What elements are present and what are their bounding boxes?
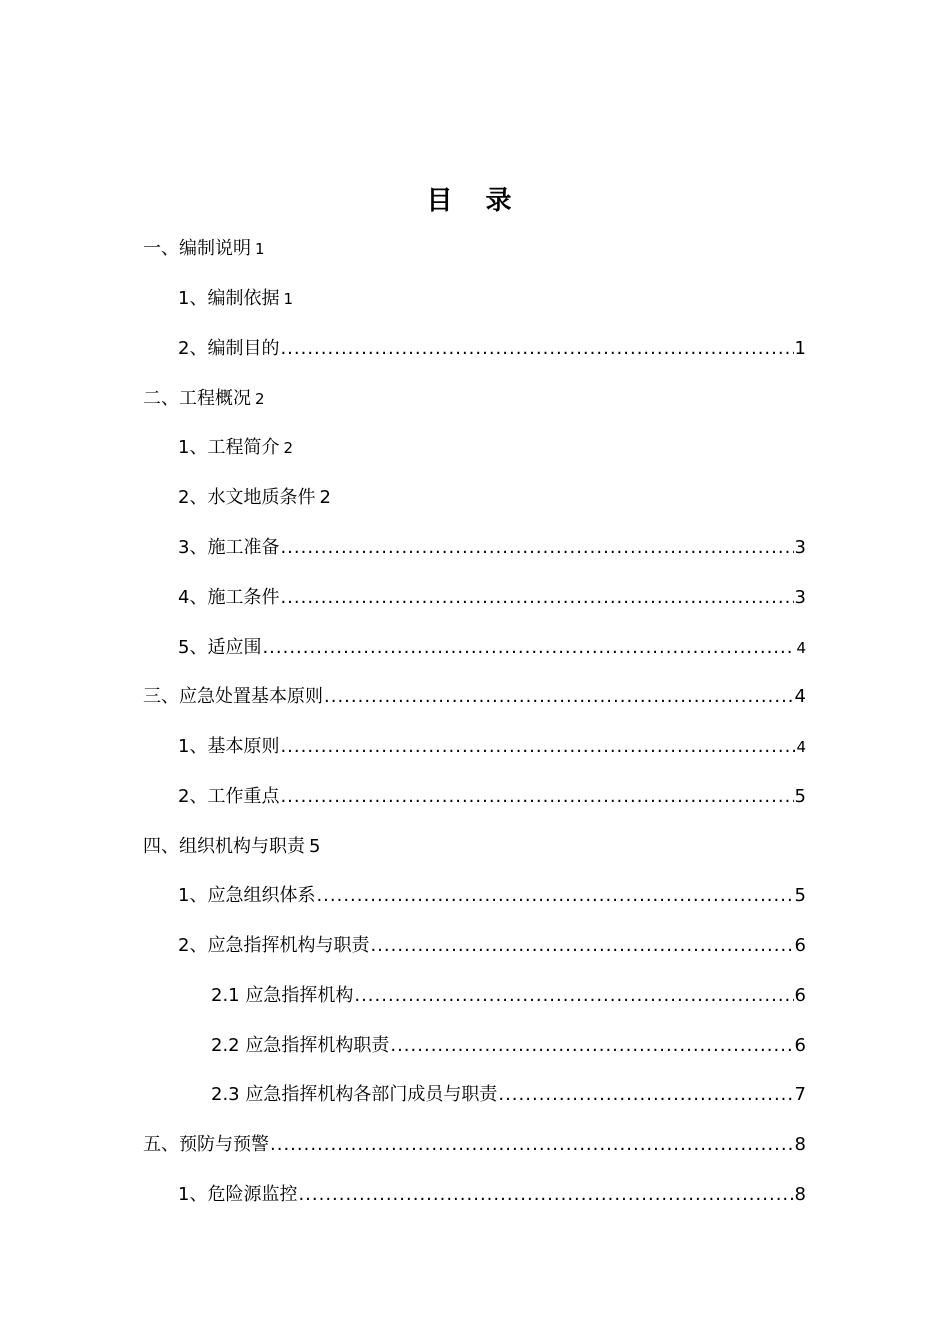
toc-entry-label: 2、编制目的 [178,338,280,359]
toc-entry[interactable] [178,929,806,963]
toc-entry-page: 8 [794,1134,806,1155]
toc-entry-label: 2、工作重点 [178,786,280,807]
toc-entry-page: 3 [794,537,806,558]
toc-entry-page: 1 [255,240,265,258]
toc-entry-label: 2.1 应急指挥机构 [211,985,354,1006]
toc-leader-dots [498,1078,793,1112]
toc-entry-page: 6 [794,935,806,956]
toc-leader-dots [280,531,793,565]
toc-entry-page: 2 [283,439,293,457]
toc-entry[interactable] [178,481,806,515]
toc-entry[interactable] [143,382,806,416]
toc-entry[interactable] [178,431,806,465]
toc-entry-label: 2.3 应急指挥机构各部门成员与职责 [211,1084,498,1105]
toc-entry[interactable] [178,631,806,665]
toc-entry-page: 6 [794,1035,806,1056]
toc-entry-label: 1、应急组织体系 [178,885,316,906]
toc-entry-label: 1、工程简介 [178,437,280,458]
toc-leader-dots [280,730,795,764]
toc-entry-label: 1、编制依据 [178,288,280,309]
toc-leader-dots [270,1128,794,1162]
toc-entry-label: 1、基本原则 [178,736,280,757]
toc-entry[interactable] [143,680,806,714]
toc-entry[interactable] [211,979,806,1013]
toc-entry-label: 四、组织机构与职责 [143,836,305,857]
toc-entry-page: 5 [794,885,806,906]
toc-entry-page: 4 [796,738,806,756]
toc-entry-page: 4 [794,686,806,707]
toc-entry-page: 7 [794,1084,806,1105]
toc-entry[interactable] [178,780,806,814]
toc-entry[interactable] [178,282,806,316]
toc-entry[interactable] [178,581,806,615]
toc-entry[interactable] [143,1128,806,1162]
toc-leader-dots [316,879,793,913]
toc-entry-page: 3 [794,587,806,608]
toc-entry-label: 1、危险源监控 [178,1184,298,1205]
toc-leader-dots [354,979,793,1013]
toc-entry-label: 2.2 应急指挥机构职责 [211,1035,390,1056]
toc-entry-page: 8 [794,1184,806,1205]
toc-leader-dots [280,780,793,814]
toc-entry-label: 2、应急指挥机构与职责 [178,935,370,956]
toc-entry-page: 4 [796,639,806,657]
toc-entry-label: 三、应急处置基本原则 [143,686,323,707]
toc-entry-page: 2 [319,487,331,508]
toc-entry-label: 二、工程概况 [143,388,251,409]
toc-entry-page: 1 [794,338,806,359]
toc-leader-dots [390,1029,793,1063]
toc-entry-label: 五、预防与预警 [143,1134,269,1155]
toc-entry-label: 一、编制说明 [143,238,251,259]
toc-entry[interactable] [143,232,806,266]
toc-entry-page: 5 [309,836,321,857]
toc-entry[interactable] [211,1078,806,1112]
toc-entry[interactable] [211,1029,806,1063]
toc-entry-label: 3、施工准备 [178,537,280,558]
toc-leader-dots [324,680,794,714]
toc-entry-page: 1 [283,290,293,308]
toc-leader-dots [298,1178,793,1212]
toc-entry[interactable] [178,879,806,913]
toc-entry-page: 5 [794,786,806,807]
toc-entry-label: 5、适应围 [178,637,262,658]
toc-entry[interactable] [178,332,806,366]
toc-entry[interactable] [143,830,806,864]
toc-entry[interactable] [178,531,806,565]
toc-entry-page: 2 [255,390,265,408]
toc-entry-label: 2、水文地质条件 [178,487,316,508]
toc-leader-dots [280,332,793,366]
toc-leader-dots [280,581,793,615]
toc-entry[interactable] [178,1178,806,1212]
toc-entry-label: 4、施工条件 [178,587,280,608]
toc-leader-dots [262,631,795,665]
toc-leader-dots [370,929,793,963]
toc-entry[interactable] [178,730,806,764]
toc-entry-page: 6 [794,985,806,1006]
page-title: 目 录 [426,186,524,216]
